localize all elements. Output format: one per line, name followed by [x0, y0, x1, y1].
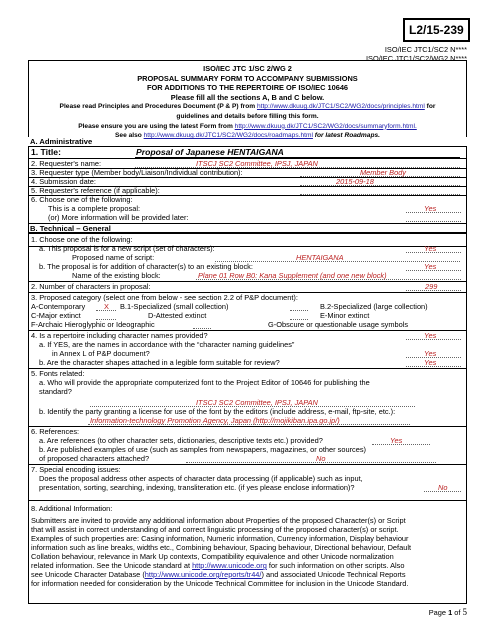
- submission-date-value: 2015-09-18: [336, 177, 374, 186]
- submission-date-label: 4. Submission date:: [31, 177, 96, 186]
- title-value: Proposal of Japanese HENTAIGANA: [136, 147, 284, 157]
- requester-label: 2. Requester's name:: [31, 159, 102, 168]
- category-e: E-Minor extinct: [320, 311, 370, 320]
- category-c: C-Major extinct: [31, 311, 81, 320]
- header-line-2: PROPOSAL SUMMARY FORM TO ACCOMPANY SUBMISSIONS: [137, 73, 358, 83]
- q7-underline: [424, 491, 461, 492]
- q5b-label: b. Identify the party granting a license for use of the font by the editors (include address, e-mail, ftp-site, etc.):: [39, 407, 396, 416]
- divider: [28, 500, 467, 501]
- q1a-label: a. This proposal is for a new script (set of characters):: [39, 244, 215, 253]
- additional-info-paragraph: Submitters are invited to provide any additional information about Properties of the proposed Character(s) or Script that will assist in correct understanding of and correct linguistic processing of the proposed character(s) or script. Examples of such properties are: Casing information, Numeric information, Currency information, Display behaviour information such as line breaks, widths etc., Combining behaviour, Spacing behaviour, Directional behaviour, Default Collation behaviour, relevance in Mark Up contexts, Compatibility equivalence and other Unicode normalization related information. See the Unicode standard at http://www.unicode.org for such information on other scripts. Also see Unicode Character Database (http://www.unicode.org/reports/tr44/) and associated Unicode Technical Reports for information needed for consideration by the Unicode Technical Committee for inclusion in the Unicode Standard.: [31, 516, 412, 588]
- q4b-label: b. Are the character shapes attached in a legible form suitable for review?: [39, 358, 280, 367]
- q6b-label-2: of proposed characters attached?: [39, 454, 150, 463]
- q2-underline: [406, 290, 461, 291]
- title-label: 1. Title:: [31, 147, 61, 157]
- q7b-label: presentation, sorting, searching, indexing, transliteration etc. (if yes please enclose information)?: [39, 483, 355, 492]
- q6b-value: No: [316, 454, 326, 463]
- q1b-label: b. The proposal is for addition of character(s) to an existing block:: [39, 262, 253, 271]
- doc-number-wg2: ISO/IEC JTC1/SC2/WG2 N****: [365, 54, 467, 63]
- q1a-name-label: Proposed name of script:: [72, 253, 155, 262]
- q8-label: 8. Additional Information:: [31, 504, 113, 513]
- q3-label: 3. Proposed category (select one from below - see section 2.2 of P&P document):: [31, 293, 298, 302]
- header-line-7: Please ensure you are using the latest Form from http://www.dkuug.dk/JTC1/SC2/WG2/docs/summaryform.html.: [78, 122, 417, 130]
- q4a-value: Yes: [424, 349, 437, 358]
- q4-value: Yes: [424, 331, 437, 340]
- unicode-link[interactable]: http://www.unicode.org: [192, 561, 267, 570]
- q6a-label: a. Are references (to other character sets, dictionaries, descriptive texts etc.) provided?: [39, 436, 323, 445]
- requester-type-value: Member Body: [360, 168, 407, 177]
- ucd-link[interactable]: http://www.unicode.org/reports/tr44/: [144, 570, 262, 579]
- category-a-mark[interactable]: X: [104, 302, 109, 311]
- more-info-underline: [406, 221, 461, 222]
- requester-value: ITSCJ SC2 Committee, IPSJ, JAPAN: [196, 159, 318, 168]
- principles-link[interactable]: http://www.dkuug.dk/JTC1/SC2/WG2/docs/principles.html: [256, 103, 425, 111]
- header-line-1: ISO/IEC JTC 1/SC 2/WG 2: [203, 64, 292, 73]
- section-a-heading: A. Administrative: [30, 137, 93, 146]
- q7-value: No: [438, 483, 448, 492]
- section-b-heading: B. Technical – General: [30, 224, 111, 233]
- requester-type-label: 3. Requester type (Member body/Liaison/Individual contribution):: [31, 168, 243, 177]
- q1b-name-value: Plane 01 Row B0: Kana Supplement (and one new block): [198, 271, 387, 280]
- q7-label: 7. Special encoding issues:: [31, 465, 121, 474]
- category-g: G-Obscure or questionable usage symbols: [268, 320, 409, 329]
- summaryform-link[interactable]: http://www.dkuug.dk/JTC1/SC2/WG2/docs/summaryform.html.: [234, 122, 417, 130]
- category-f-underline: [193, 328, 211, 329]
- q1b-name-underline: [196, 279, 461, 280]
- page-number: 1: [448, 608, 453, 617]
- requester-reference-label: 5. Requester's reference (if applicable):: [31, 186, 160, 195]
- category-b1-underline: [290, 310, 308, 311]
- q1b-name-label: Name of the existing block:: [72, 271, 161, 280]
- document-register-badge: L2/15-239: [403, 18, 470, 42]
- q1a-value: Yes: [424, 244, 437, 253]
- q6b-underline: [186, 462, 436, 463]
- q4b-value: Yes: [424, 358, 437, 367]
- header-line-5: Please read Principles and Procedures Document (P & P) from http://www.dkuug.dk/JTC1/SC2/WG2/docs/principles.html for: [59, 103, 436, 111]
- page-footer: Page 1 of 5: [428, 607, 467, 617]
- q4a-label: a. If YES, are the names in accordance with the “character naming guidelines”: [39, 340, 295, 349]
- q1-label: 1. Choose one of the following:: [31, 235, 133, 244]
- q4a-label-2: in Annex L of P&P document?: [52, 349, 150, 358]
- category-a: A-Contemporary: [31, 302, 86, 311]
- header-line-3: FOR ADDITIONS TO THE REPERTOIRE OF ISO/IEC 10646: [146, 83, 349, 93]
- q5-label: 5. Fonts related:: [31, 369, 85, 378]
- header-frame: [28, 60, 467, 140]
- q1b-value: Yes: [424, 262, 437, 271]
- q5a-value: ITSCJ SC2 Committee, IPSJ, JAPAN: [196, 398, 318, 407]
- q5b-value: Information-technology Promotion Agency, Japan (http://mojikiban.ipa.go.jp/): [90, 416, 340, 425]
- q6a-value: Yes: [390, 436, 403, 445]
- complete-proposal-value: Yes: [424, 204, 437, 213]
- q6b-label: b. Are published examples of use (such as samples from newspapers, magazines, or other sources): [39, 445, 366, 454]
- complete-proposal-label: This is a complete proposal:: [48, 204, 141, 213]
- category-b2: B.2-Specialized (large collection): [320, 302, 428, 311]
- page-total: 5: [462, 607, 467, 617]
- q2-value: 299: [425, 282, 438, 291]
- q5a-label-2: standard?: [39, 387, 72, 396]
- header-line-8: See also http://www.dkuug.dk/JTC1/SC2/WG2/docs/roadmaps.html for latest Roadmaps.: [115, 132, 380, 140]
- q2-label: 2. Number of characters in proposal:: [31, 282, 151, 291]
- q5b-underline: [88, 424, 410, 425]
- q7a-label: Does the proposal address other aspects of character data processing (if applicable) such as input,: [39, 474, 363, 483]
- roadmaps-link[interactable]: http://www.dkuug.dk/JTC1/SC2/WG2/docs/roadmaps.html: [143, 132, 313, 140]
- q1a-name-value: HENTAIGANA: [296, 253, 344, 262]
- q6-label: 6. References:: [31, 427, 80, 436]
- doc-number-sc2: ISO/IEC JTC1/SC2 N****: [384, 45, 467, 54]
- header-line-4: Please fill all the sections A, B and C below.: [170, 92, 325, 102]
- q5a-label: a. Who will provide the appropriate computerized font to the Project Editor of 10646 for publishing the: [39, 378, 370, 387]
- header-line-6: guidelines and details before filling this form.: [176, 112, 319, 120]
- q4-label: 4. Is a repertoire including character names provided?: [31, 331, 208, 340]
- category-f: F-Archaic Hieroglyphic or Ideographic: [31, 320, 155, 329]
- choose-label: 6. Choose one of the following:: [31, 195, 133, 204]
- q4b-underline: [406, 366, 461, 367]
- category-d: D-Attested extinct: [148, 311, 207, 320]
- category-b1: B.1-Specialized (small collection): [120, 302, 229, 311]
- more-info-label: (or) More information will be provided later:: [48, 213, 189, 222]
